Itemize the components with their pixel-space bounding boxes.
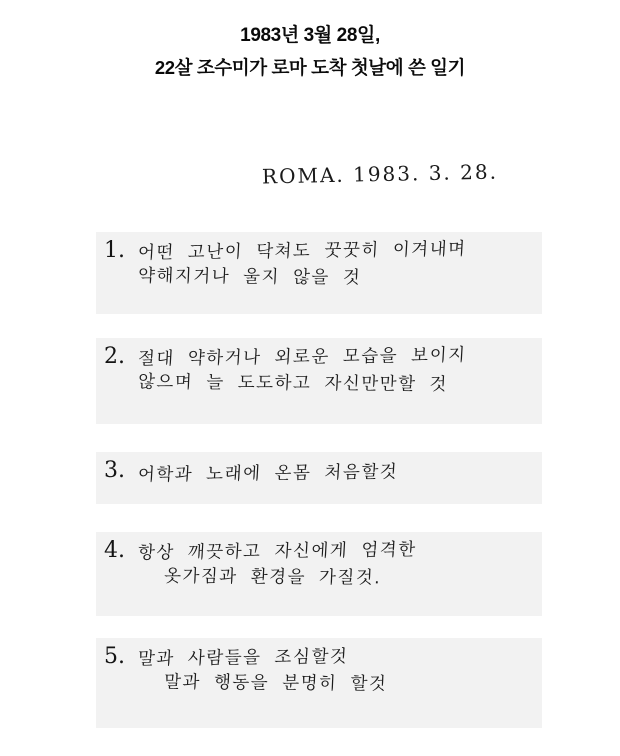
item-line: 말과 행동을 분명히 할것 bbox=[163, 672, 388, 695]
list-item bbox=[96, 338, 542, 424]
list-item bbox=[96, 452, 542, 504]
item-line: 말과 사람들을 조심할것 bbox=[137, 646, 349, 670]
list-item bbox=[96, 232, 542, 314]
item-number: 3. bbox=[104, 458, 125, 483]
item-line: 어떤 고난이 닥쳐도 꿋꿋히 이겨내며 bbox=[137, 239, 468, 264]
list-item bbox=[96, 532, 542, 616]
diary-heading: ROMA. 1983. 3. 28. bbox=[261, 159, 499, 189]
title-line-2: 22살 조수미가 로마 도착 첫날에 쓴 일기 bbox=[154, 57, 466, 78]
page-title bbox=[0, 0, 620, 78]
item-number: 2. bbox=[104, 344, 125, 369]
item-line: 않으며 늘 도도하고 자신만만할 것 bbox=[137, 372, 449, 396]
item-line: 어학과 노래에 온몸 처음할것 bbox=[137, 462, 399, 486]
item-number: 5. bbox=[104, 644, 125, 669]
item-number: 4. bbox=[104, 538, 125, 563]
list-item bbox=[96, 638, 542, 728]
title-line-1: 1983년 3월 28일, bbox=[240, 25, 380, 46]
item-line: 옷가짐과 환경을 가질것. bbox=[163, 566, 382, 589]
item-line: 항상 깨끗하고 자신에게 엄격한 bbox=[137, 540, 418, 564]
handwritten-diary-scan bbox=[0, 140, 620, 756]
item-line: 절대 약하거나 외로운 모습을 보이지 bbox=[137, 345, 468, 370]
item-number: 1. bbox=[104, 238, 125, 263]
item-line: 약해지거나 울지 않을 것 bbox=[137, 266, 362, 289]
